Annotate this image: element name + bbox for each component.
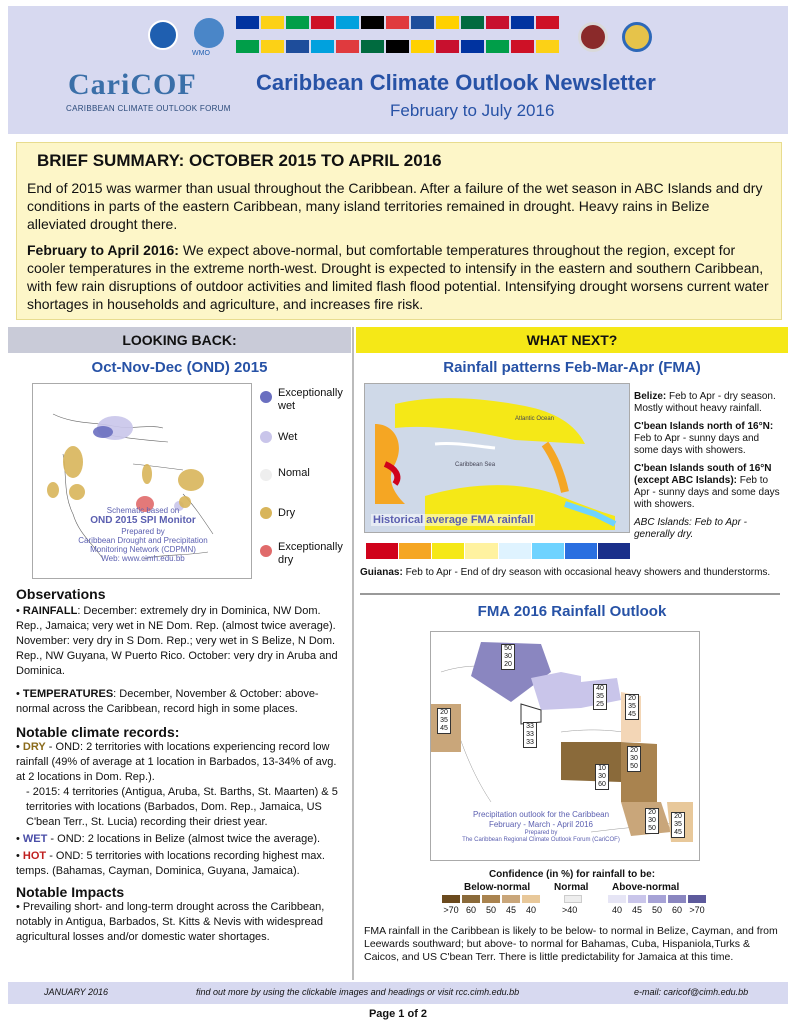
confidence-swatch: [462, 895, 480, 903]
note-lead: Belize:: [634, 391, 667, 402]
map-sea-label: Atlantic Ocean: [515, 416, 555, 422]
wet-text: - OND: 2 locations in Belize (almost twice the average).: [47, 833, 321, 845]
ond-title[interactable]: Oct-Nov-Dec (OND) 2015: [91, 359, 268, 376]
outlook-box-label: 20 30 50: [627, 746, 641, 772]
flag-icon: [536, 40, 559, 53]
fma-patterns-title[interactable]: Rainfall patterns Feb-Mar-Apr (FMA): [443, 359, 701, 376]
rainfall-legend-swatch: [366, 543, 398, 559]
guianas-note: [360, 567, 786, 578]
legend-label: Exceptionally dry: [278, 541, 343, 566]
confidence-value: >70: [443, 905, 459, 915]
confidence-swatch: [442, 895, 460, 903]
spi-map-caption: [63, 506, 223, 563]
flag-icon: [311, 40, 334, 53]
legend-label: Wet: [278, 431, 298, 443]
note-lead: C'bean Islands south of 16°N (except ABC Islands):: [634, 463, 772, 486]
legend-swatch-wet: [260, 431, 272, 443]
dry-record-2015: - 2015: 4 territories (Antigua, Aruba, St. Barths, St. Maarten) & 5 territories with locations (Barbados, Dom. Rep., Jamaica, US C'bean Terr., St. Lucia) recording their driest year.: [26, 786, 338, 828]
flag-icon: [486, 16, 509, 29]
confidence-value: >40: [562, 905, 578, 915]
spi-caption-line: OND 2015 SPI Monitor: [90, 515, 196, 526]
map-sea-label: Caribbean Sea: [455, 462, 496, 468]
flag-icon: [386, 40, 409, 53]
confidence-value: 45: [631, 905, 642, 915]
flag-icon: [436, 40, 459, 53]
outlook-caption-line: Precipitation outlook for the Caribbean: [472, 810, 610, 819]
outlook-box-label: 20 35 45: [437, 708, 451, 734]
above-normal-label: Above-normal: [612, 882, 680, 893]
wet-record: • WET - OND: 2 locations in Belize (almost twice the average).: [16, 833, 321, 845]
belize-note: [634, 391, 784, 415]
legend-swatch-normal: [260, 469, 272, 481]
looking-back-band: LOOKING BACK:: [8, 327, 351, 353]
section-divider: [360, 593, 780, 595]
confidence-swatch: [668, 895, 686, 903]
temperature-text: : December, November & October: above-normal across the Caribbean, record high in some places.: [16, 688, 319, 715]
note-lead: C'bean Islands north of 16°N:: [634, 421, 774, 432]
rainfall-text: : December: extremely dry in Dominica, NW Dom. Rep., Jamaica; very wet in NE Dom. Rep. (almost twice average). November: very dry in S Dom. Rep.; very wet in S Belize, N Dom. Rep., NW Guyana, W Puerto Rico. October: very dry in Aruba and Dominica.: [16, 605, 338, 677]
what-next-column: [356, 327, 788, 980]
spi-schematic-map[interactable]: [32, 383, 252, 579]
note-text: Feb to Apr - sunny days and some days with showers.: [634, 475, 780, 510]
rainfall-observation: • RAINFALL: December: extremely dry in Dominica, NW Dom. Rep., Jamaica; very wet in NE Dom. Rep. (almost twice average). November: very dry in S Dom. Rep.; very wet in S Belize, N Dom. Rep., NW Guyana, W Puerto Rico. October: very dry in Aruba and Dominica.: [16, 605, 338, 677]
flag-icon: [511, 16, 534, 29]
confidence-value: 40: [525, 905, 536, 915]
page-number: Page 1 of 2: [368, 1008, 428, 1020]
spi-blob: [178, 469, 204, 491]
flag-icon: [511, 40, 534, 53]
confidence-swatch: [608, 895, 626, 903]
outlook-box-label: 50 30 20: [501, 644, 515, 670]
outlook-summary-text: FMA rainfall in the Caribbean is likely to be below- to normal in Belize, Cayman, and from Leewards southward; but above- to normal for Bahamas, Cuba, Hispaniola,Turks & Caicos, and US C'bean Terr. There is little predictability for Jamaica at this time.: [364, 925, 778, 963]
hot-lead: HOT: [22, 850, 47, 862]
rainfall-legend-swatch: [598, 543, 630, 559]
above-normal-values: [608, 905, 706, 915]
legend-swatch-exceptionally-wet: [260, 391, 272, 403]
guianas-lead: Guianas:: [360, 567, 403, 578]
looking-back-column: [8, 327, 351, 980]
confidence-swatch: [688, 895, 706, 903]
confidence-swatch: [502, 895, 520, 903]
legend-swatch-dry: [260, 507, 272, 519]
cimh-logo-icon[interactable]: [578, 22, 608, 52]
fma-outlook-map[interactable]: [430, 631, 700, 861]
spi-caption-line: Caribbean Drought and Precipitation: [78, 536, 208, 545]
temperature-lead: TEMPERATURES: [22, 688, 114, 700]
rainfall-legend-strip: [366, 543, 630, 559]
spi-blob: [47, 482, 59, 498]
observations-section: [16, 587, 346, 945]
rainfall-legend-swatch: [532, 543, 564, 559]
member-flags[interactable]: [236, 16, 566, 62]
flag-icon: [386, 16, 409, 29]
confidence-swatch: [522, 895, 540, 903]
records-heading[interactable]: Notable climate records:: [16, 724, 180, 740]
caricof-logo[interactable]: [60, 68, 230, 118]
legend-label: Nomal: [278, 467, 310, 479]
rainfall-legend-swatch: [565, 543, 597, 559]
what-next-band: WHAT NEXT?: [356, 327, 788, 353]
spi-blob: [142, 464, 152, 484]
hot-record: • HOT - OND: 5 territories with locations recording highest max. temps. (Bahamas, Cayman, Dominica, Guyana, Jamaica).: [16, 850, 325, 877]
footer-date: JANUARY 2016: [44, 987, 109, 997]
outlook-caption-line: February - March - April 2016: [488, 820, 594, 829]
above-normal-scale: [608, 895, 706, 903]
footer-email[interactable]: e-mail: caricof@cimh.edu.bb: [634, 987, 749, 997]
fma-outlook-title[interactable]: FMA 2016 Rainfall Outlook: [477, 603, 667, 620]
summary-paragraph-1: End of 2015 was warmer than usual throughout the Caribbean. After a failure of the wet season in ABC Islands and dry conditions in parts of the eastern Caribbean, many island territories remained in drought. Heavy rains in Belize alleviated drought there.: [27, 180, 763, 232]
confidence-value: 45: [505, 905, 516, 915]
spi-caption-line: Schematic based on: [106, 506, 180, 515]
rainfall-legend-swatch: [399, 543, 431, 559]
newsletter-period: February to July 2016: [390, 101, 555, 120]
guianas-text: Feb to Apr - End of dry season with occasional heavy showers and thunderstorms.: [402, 567, 771, 578]
confidence-value: 60: [465, 905, 476, 915]
dry-lead: DRY: [22, 741, 46, 753]
below-normal-scale: [442, 895, 540, 903]
confidence-value: 50: [651, 905, 662, 915]
flag-icon: [361, 40, 384, 53]
confidence-swatch: [628, 895, 646, 903]
rainfall-legend-swatch: [465, 543, 497, 559]
confidence-value: 40: [611, 905, 622, 915]
historical-map-label: Historical average FMA rainfall: [373, 514, 534, 526]
rainfall-legend-swatch: [432, 543, 464, 559]
flag-icon: [336, 16, 359, 29]
flag-icon: [361, 16, 384, 29]
confidence-value: 60: [671, 905, 682, 915]
south-islands-note: [634, 463, 784, 511]
observations-heading[interactable]: Observations: [16, 586, 106, 602]
outlook-caption-line: The Caribbean Regional Climate Outlook Forum (CariCOF): [462, 837, 620, 843]
caricof-logo-subtitle: CARIBBEAN CLIMATE OUTLOOK FORUM: [66, 104, 231, 113]
north-islands-note: [634, 421, 784, 457]
caricof-logo-word: CariCOF: [68, 68, 197, 101]
flag-icon: [336, 40, 359, 53]
below-normal-label: Below-normal: [464, 882, 531, 893]
flag-icon: [236, 16, 259, 29]
cdema-logo-icon[interactable]: [622, 22, 652, 52]
historical-rainfall-map[interactable]: [364, 383, 630, 533]
temperature-observation: • TEMPERATURES: December, November & October: above-normal across the Caribbean, record high in some places.: [16, 688, 319, 715]
outlook-box-label: 10 30 60: [595, 764, 609, 790]
note-text: Feb to Apr - dry season. Mostly without heavy rainfall.: [634, 391, 776, 414]
summary-paragraph-2-body: We expect above-normal, but comfortable temperatures throughout the region, except for cooler temperatures in the extreme north-west. Drought is expected to intensify in the eastern and southern Caribbean, with few rain disruptions of outdoor activities and limited flash flood potential. Intensifying drought worsens current water shortages in households and agriculture, and increases fire risk.: [27, 242, 769, 312]
legend-label: Exceptionally wet: [278, 387, 343, 412]
flag-icon: [436, 16, 459, 29]
flag-icon: [311, 16, 334, 29]
flag-icon: [536, 16, 559, 29]
outlook-box-label: 40 35 25: [593, 684, 607, 710]
summary-paragraph-2-lead: February to April 2016:: [27, 242, 179, 258]
spi-blob: [63, 446, 83, 478]
confidence-swatch: [648, 895, 666, 903]
dry-record: • DRY - OND: 2 territories with locations experiencing record low rainfall (49% of average at 1 location in Barbados, 13-34% of avg. at 2 locations in Dom. Rep.).: [16, 741, 337, 783]
confidence-value: >70: [689, 905, 705, 915]
normal-label: Normal: [554, 882, 589, 893]
flag-icon: [261, 16, 284, 29]
flag-icon: [286, 40, 309, 53]
normal-swatch: [564, 895, 582, 903]
summary-paragraph-2: [27, 241, 771, 313]
flag-icon: [486, 40, 509, 53]
newsletter-title[interactable]: Caribbean Climate Outlook Newsletter: [256, 70, 656, 95]
brief-summary: [16, 142, 782, 320]
flag-icon: [236, 40, 259, 53]
spi-caption-line: Web: www.cimh.edu.bb: [101, 554, 185, 563]
flag-icon: [411, 40, 434, 53]
outlook-box-label: 33 33 33: [523, 722, 537, 748]
outlook-caption-line: Prepared by: [524, 830, 558, 836]
hot-text: - OND: 5 territories with locations recording highest max. temps. (Bahamas, Cayman, Dominica, Guyana, Jamaica).: [16, 850, 325, 877]
spi-blob: [93, 426, 113, 438]
fma-notes: [634, 391, 784, 541]
newsletter-header: [8, 6, 788, 134]
wmo-logo-icon[interactable]: [194, 18, 224, 48]
flag-icon: [261, 40, 284, 53]
rainfall-lead: RAINFALL: [22, 605, 78, 617]
footer-link-text[interactable]: find out more by using the clickable images and headings or visit rcc.cimh.edu.bb: [196, 987, 520, 997]
confidence-title: Confidence (in %) for rainfall to be:: [488, 869, 656, 880]
outlook-box-label: 20 35 45: [625, 694, 639, 720]
noaa-logo-icon[interactable]: [148, 20, 178, 50]
summary-heading: BRIEF SUMMARY: OCTOBER 2015 TO APRIL 2016: [37, 151, 442, 170]
legend-label: Dry: [278, 507, 296, 519]
flag-icon: [286, 16, 309, 29]
dry-text: - OND: 2 territories with locations experiencing record low rainfall (49% of average at 1 location in Barbados, 13-34% of avg. at 2 locations in Dom. Rep.).: [16, 741, 337, 783]
spi-caption-line: Monitoring Network (CDPMN): [90, 545, 196, 554]
below-normal-values: [442, 905, 540, 915]
impacts-text: • Prevailing short- and long-term drought across the Caribbean, notably in Antigua, Barbados, St. Kitts & Nevis with widespread agricultural losses and/or domestic water shortages.: [16, 901, 325, 943]
impacts-heading[interactable]: Notable Impacts: [16, 884, 125, 900]
wet-lead: WET: [22, 833, 48, 845]
column-divider: [352, 327, 354, 980]
spi-blob: [69, 484, 85, 500]
footer: [8, 982, 788, 1004]
impacts-body: Prevailing short- and long-term drought across the Caribbean, notably in Antigua, Barbados, St. Kitts & Nevis with widespread agricultural losses and/or domestic water shortages.: [16, 901, 325, 943]
flag-icon: [461, 40, 484, 53]
historical-map-svg: [365, 384, 629, 532]
outlook-box-label: 20 30 50: [645, 808, 659, 834]
outlook-region: [561, 742, 621, 782]
rainfall-legend-swatch: [499, 543, 531, 559]
outlook-box-label: 20 35 45: [671, 812, 685, 838]
wmo-label: WMO: [192, 50, 210, 57]
spi-caption-line: Prepared by: [121, 527, 165, 536]
abc-islands-note: ABC Islands: Feb to Apr - generally dry.: [634, 517, 748, 540]
flag-icon: [411, 16, 434, 29]
confidence-swatch: [482, 895, 500, 903]
outlook-map-caption: [441, 810, 641, 844]
legend-swatch-exceptionally-dry: [260, 545, 272, 557]
confidence-value: 50: [485, 905, 496, 915]
note-text: Feb to Apr - sunny days and some days with showers.: [634, 433, 760, 456]
flag-icon: [461, 16, 484, 29]
